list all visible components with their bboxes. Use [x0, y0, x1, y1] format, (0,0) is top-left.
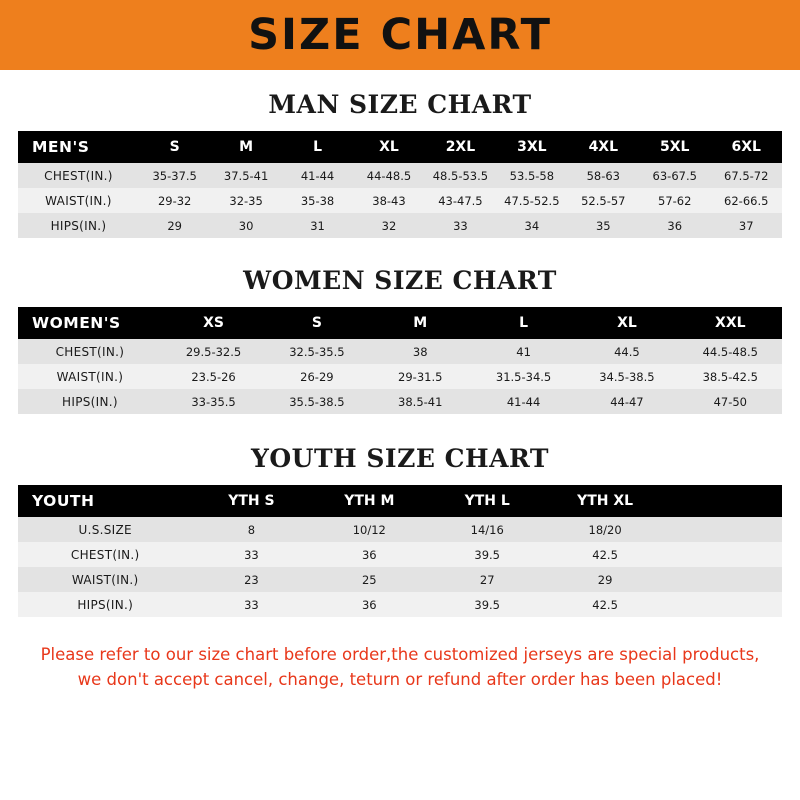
- table-row: [18, 517, 782, 542]
- table-cell: 58-63: [568, 163, 639, 188]
- table-cell: 42.5: [546, 592, 664, 617]
- header-cell: 4XL: [568, 131, 639, 163]
- table-cell: 44-47: [575, 389, 678, 414]
- row-label: WAIST(IN.): [18, 567, 192, 592]
- table-cell-empty: [664, 567, 782, 592]
- table-cell: 31.5-34.5: [472, 364, 575, 389]
- header-cell: YTH S: [192, 485, 310, 517]
- header-cell: S: [265, 307, 368, 339]
- header-cell: M: [210, 131, 281, 163]
- row-label: CHEST(IN.): [18, 542, 192, 567]
- header-cell: 5XL: [639, 131, 710, 163]
- table-cell: 34.5-38.5: [575, 364, 678, 389]
- table-cell: 39.5: [428, 542, 546, 567]
- table-cell: 33-35.5: [162, 389, 265, 414]
- table-cell: 30: [210, 213, 281, 238]
- table-row: [18, 567, 782, 592]
- header-cell: YTH M: [310, 485, 428, 517]
- header-cell: XL: [353, 131, 424, 163]
- footer-line-2: we don't accept cancel, change, teturn or refund after order has been placed!: [77, 669, 723, 689]
- table-cell: 33: [192, 592, 310, 617]
- table-cell: 38.5-42.5: [679, 364, 782, 389]
- table-cell: 41-44: [472, 389, 575, 414]
- header-banner: [0, 0, 800, 70]
- table-cell: 23.5-26: [162, 364, 265, 389]
- table-cell: 41: [472, 339, 575, 364]
- table-cell: 38: [369, 339, 472, 364]
- table-cell: 44.5-48.5: [679, 339, 782, 364]
- table-cell: 48.5-53.5: [425, 163, 496, 188]
- row-label: CHEST(IN.): [18, 163, 139, 188]
- table-cell: 44-48.5: [353, 163, 424, 188]
- table-cell: 37: [710, 213, 782, 238]
- table-row: [18, 542, 782, 567]
- table-cell: 47-50: [679, 389, 782, 414]
- table-cell: 42.5: [546, 542, 664, 567]
- header-cell: XL: [575, 307, 678, 339]
- table-cell-empty: [664, 592, 782, 617]
- table-cell: 36: [639, 213, 710, 238]
- table-cell: 27: [428, 567, 546, 592]
- table-cell: 39.5: [428, 592, 546, 617]
- table-row: [18, 163, 782, 188]
- header-cell-label: MEN'S: [18, 131, 139, 163]
- footer-line-1: Please refer to our size chart before order,the customized jerseys are special products,: [40, 645, 760, 664]
- table-cell: 38-43: [353, 188, 424, 213]
- table-row: [18, 339, 782, 364]
- header-cell: YTH XL: [546, 485, 664, 517]
- table-cell: 44.5: [575, 339, 678, 364]
- header-cell-empty: [664, 485, 782, 517]
- header-cell: YTH L: [428, 485, 546, 517]
- table-cell: 36: [310, 542, 428, 567]
- table-cell: 35.5-38.5: [265, 389, 368, 414]
- table-cell: 32.5-35.5: [265, 339, 368, 364]
- row-label: HIPS(IN.): [18, 389, 162, 414]
- row-label: U.S.SIZE: [18, 517, 192, 542]
- table-cell: 52.5-57: [568, 188, 639, 213]
- table-row: [18, 364, 782, 389]
- table-row: [18, 389, 782, 414]
- women-size-table: [18, 307, 782, 414]
- table-cell: 10/12: [310, 517, 428, 542]
- table-cell: 35: [568, 213, 639, 238]
- header-cell: M: [369, 307, 472, 339]
- header-cell: XS: [162, 307, 265, 339]
- table-cell: 31: [282, 213, 353, 238]
- header-cell: 2XL: [425, 131, 496, 163]
- table-cell: 8: [192, 517, 310, 542]
- table-cell: 14/16: [428, 517, 546, 542]
- footer-disclaimer: [18, 643, 782, 693]
- table-cell: 35-38: [282, 188, 353, 213]
- table-cell: 34: [496, 213, 567, 238]
- table-cell: 26-29: [265, 364, 368, 389]
- table-cell: 23: [192, 567, 310, 592]
- table-cell: 25: [310, 567, 428, 592]
- table-cell: 63-67.5: [639, 163, 710, 188]
- table-cell: 32: [353, 213, 424, 238]
- table-cell: 43-47.5: [425, 188, 496, 213]
- header-cell: L: [282, 131, 353, 163]
- section-title-man: MAN SIZE CHART: [268, 90, 532, 119]
- row-label: WAIST(IN.): [18, 364, 162, 389]
- header-cell-label: YOUTH: [18, 485, 192, 517]
- section-title-women: WOMEN SIZE CHART: [243, 266, 557, 295]
- table-row: [18, 188, 782, 213]
- table-cell: 29: [139, 213, 210, 238]
- table-cell-empty: [664, 542, 782, 567]
- row-label: HIPS(IN.): [18, 213, 139, 238]
- table-cell: 33: [192, 542, 310, 567]
- table-cell: 29-31.5: [369, 364, 472, 389]
- table-cell-empty: [664, 517, 782, 542]
- table-cell: 37.5-41: [210, 163, 281, 188]
- table-cell: 18/20: [546, 517, 664, 542]
- table-cell: 35-37.5: [139, 163, 210, 188]
- table-header-row: [18, 307, 782, 339]
- table-cell: 29: [546, 567, 664, 592]
- table-cell: 53.5-58: [496, 163, 567, 188]
- table-cell: 41-44: [282, 163, 353, 188]
- table-cell: 67.5-72: [710, 163, 782, 188]
- table-cell: 62-66.5: [710, 188, 782, 213]
- header-cell-label: WOMEN'S: [18, 307, 162, 339]
- table-cell: 29.5-32.5: [162, 339, 265, 364]
- table-cell: 32-35: [210, 188, 281, 213]
- header-cell: XXL: [679, 307, 782, 339]
- row-label: WAIST(IN.): [18, 188, 139, 213]
- table-cell: 47.5-52.5: [496, 188, 567, 213]
- header-cell: 3XL: [496, 131, 567, 163]
- content-area: [0, 90, 800, 693]
- page-title: SIZE CHART: [248, 9, 552, 60]
- header-cell: S: [139, 131, 210, 163]
- table-cell: 36: [310, 592, 428, 617]
- table-cell: 33: [425, 213, 496, 238]
- header-cell: L: [472, 307, 575, 339]
- section-title-youth: YOUTH SIZE CHART: [251, 444, 549, 473]
- row-label: HIPS(IN.): [18, 592, 192, 617]
- row-label: CHEST(IN.): [18, 339, 162, 364]
- youth-size-table: [18, 485, 782, 617]
- table-header-row: [18, 131, 782, 163]
- table-row: [18, 213, 782, 238]
- table-cell: 29-32: [139, 188, 210, 213]
- header-cell: 6XL: [710, 131, 782, 163]
- table-header-row: [18, 485, 782, 517]
- men-size-table: [18, 131, 782, 238]
- table-cell: 38.5-41: [369, 389, 472, 414]
- table-row: [18, 592, 782, 617]
- table-cell: 57-62: [639, 188, 710, 213]
